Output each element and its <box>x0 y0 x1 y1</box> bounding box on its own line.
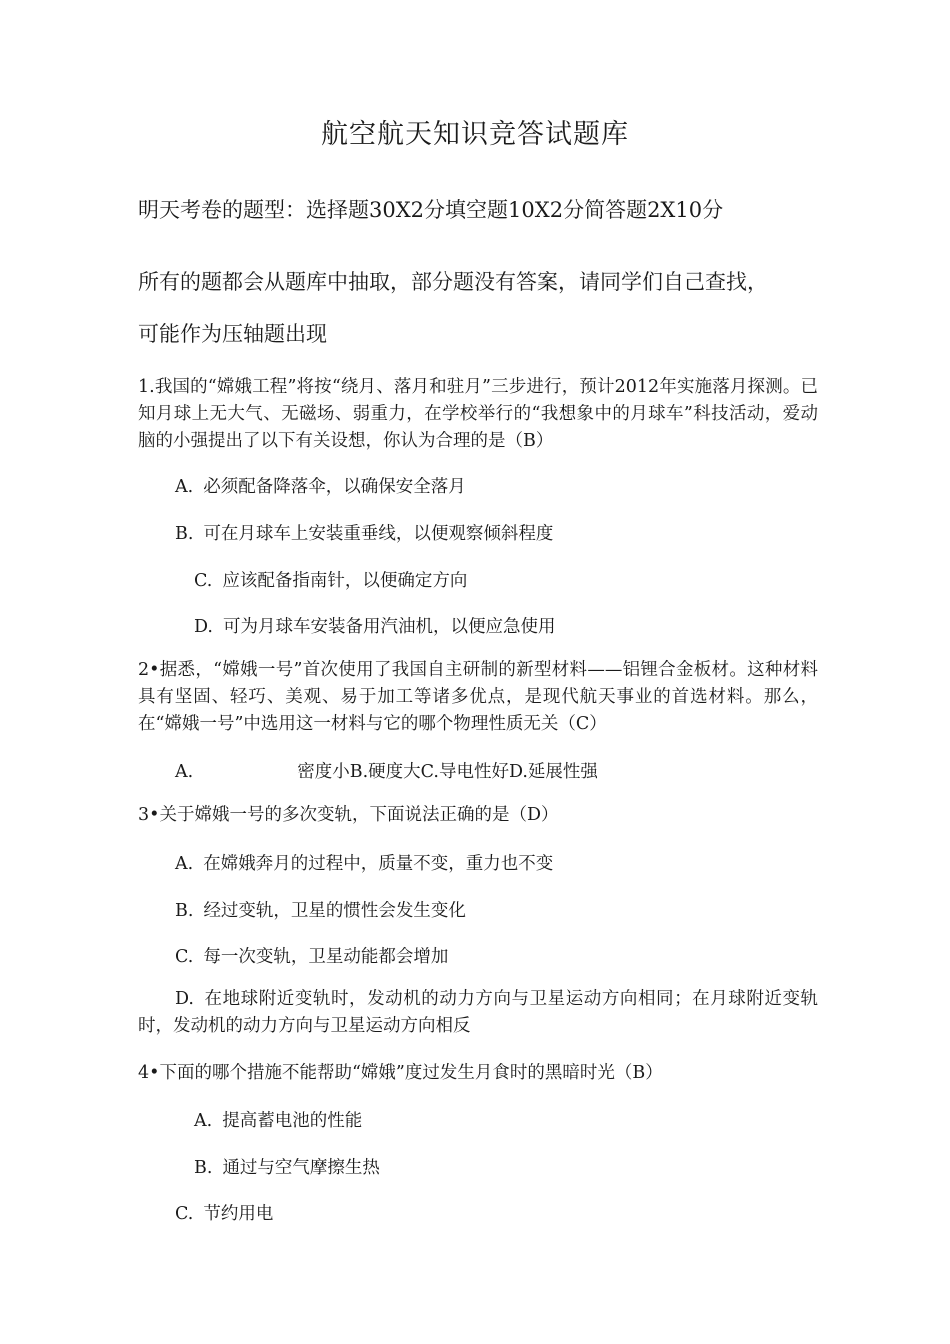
option-text: 可在月球车上安装重垂线，以便观察倾斜程度 <box>203 524 554 544</box>
option-text: 提高蓄电池的性能 <box>222 1111 363 1131</box>
question-2-options <box>175 758 598 783</box>
option-label: C. <box>194 571 213 591</box>
question-1-option-c <box>194 567 467 592</box>
option-label: A. <box>175 477 194 497</box>
question-1-option-d <box>194 613 555 638</box>
option-label: D. <box>194 617 213 637</box>
option-text: 通过与空气摩擦生热 <box>222 1158 380 1178</box>
question-3-option-d <box>138 986 818 1040</box>
question-4-option-a <box>194 1107 362 1132</box>
option-label: C. <box>175 1204 194 1224</box>
question-2: 2•据悉，“嫦娥一号”首次使用了我国自主研制的新型材料——铝锂合金板材。这种材料具有坚固、轻巧、美观、易于加工等诸多优点，是现代航天事业的首选材料。那么，在“嫦娥一号”中选用这一材料与它的哪个物理性质无关（C） <box>138 660 818 734</box>
option-label: B. <box>175 524 194 544</box>
option-text: 在嫦娥奔月的过程中，质量不变，重力也不变 <box>203 854 554 874</box>
option-text: 每一次变轨，卫星动能都会增加 <box>203 947 449 967</box>
option-label: C. <box>175 947 194 967</box>
question-3-option-a <box>175 850 553 875</box>
page-title: 航空航天知识竞答试题库 <box>321 119 629 150</box>
option-label: A. <box>194 1111 213 1131</box>
option-text: 应该配备指南针，以便确定方向 <box>222 571 468 591</box>
option-text: 可为月球车安装备用汽油机，以便应急使用 <box>222 617 556 637</box>
option-label: D. <box>175 989 194 1009</box>
option-label: A. <box>175 762 194 782</box>
option-text: 密度小B.硬度大C.导电性好D.延展性强 <box>297 762 598 782</box>
option-label: A. <box>175 854 194 874</box>
question-3-option-b <box>175 897 466 922</box>
option-label: B. <box>175 901 194 921</box>
option-text: 在地球附近变轨时，发动机的动力方向与卫星运动方向相同；在月球附近变轨时，发动机的动力方向与卫星运动方向相反 <box>138 989 818 1036</box>
option-text: 经过变轨，卫星的惯性会发生变化 <box>203 901 466 921</box>
question-3: 3•关于嫦娥一号的多次变轨，下面说法正确的是（D） <box>138 805 559 825</box>
option-text: 节约用电 <box>203 1204 274 1224</box>
question-1-option-b <box>175 520 553 545</box>
question-4: 4•下面的哪个措施不能帮助“嫦娥”度过发生月食时的黑暗时光（B） <box>138 1063 663 1083</box>
intro-line-continued: 可能作为压轴题出现 <box>138 322 327 346</box>
question-4-option-b <box>194 1154 380 1179</box>
question-1-option-a <box>175 473 466 498</box>
question-1: 1.我国的“嫦娥工程”将按“绕月、落月和驻月”三步进行，预计2012年实施落月探测。已知月球上无大气、无磁场、弱重力，在学校举行的“我想象中的月球车”科技活动，爱动脑的小强提出了以下有关设想，你认为合理的是（B） <box>138 377 818 451</box>
option-label: B. <box>194 1158 213 1178</box>
question-3-option-c <box>175 943 448 968</box>
option-text: 必须配备降落伞，以确保安全落月 <box>203 477 466 497</box>
intro-line: 所有的题都会从题库中抽取，部分题没有答案，请同学们自己查找， <box>138 270 768 294</box>
exam-format-line: 明天考卷的题型：选择题30X2分填空题10X2分简答题2X10分 <box>138 198 724 222</box>
question-4-option-c <box>175 1200 273 1225</box>
